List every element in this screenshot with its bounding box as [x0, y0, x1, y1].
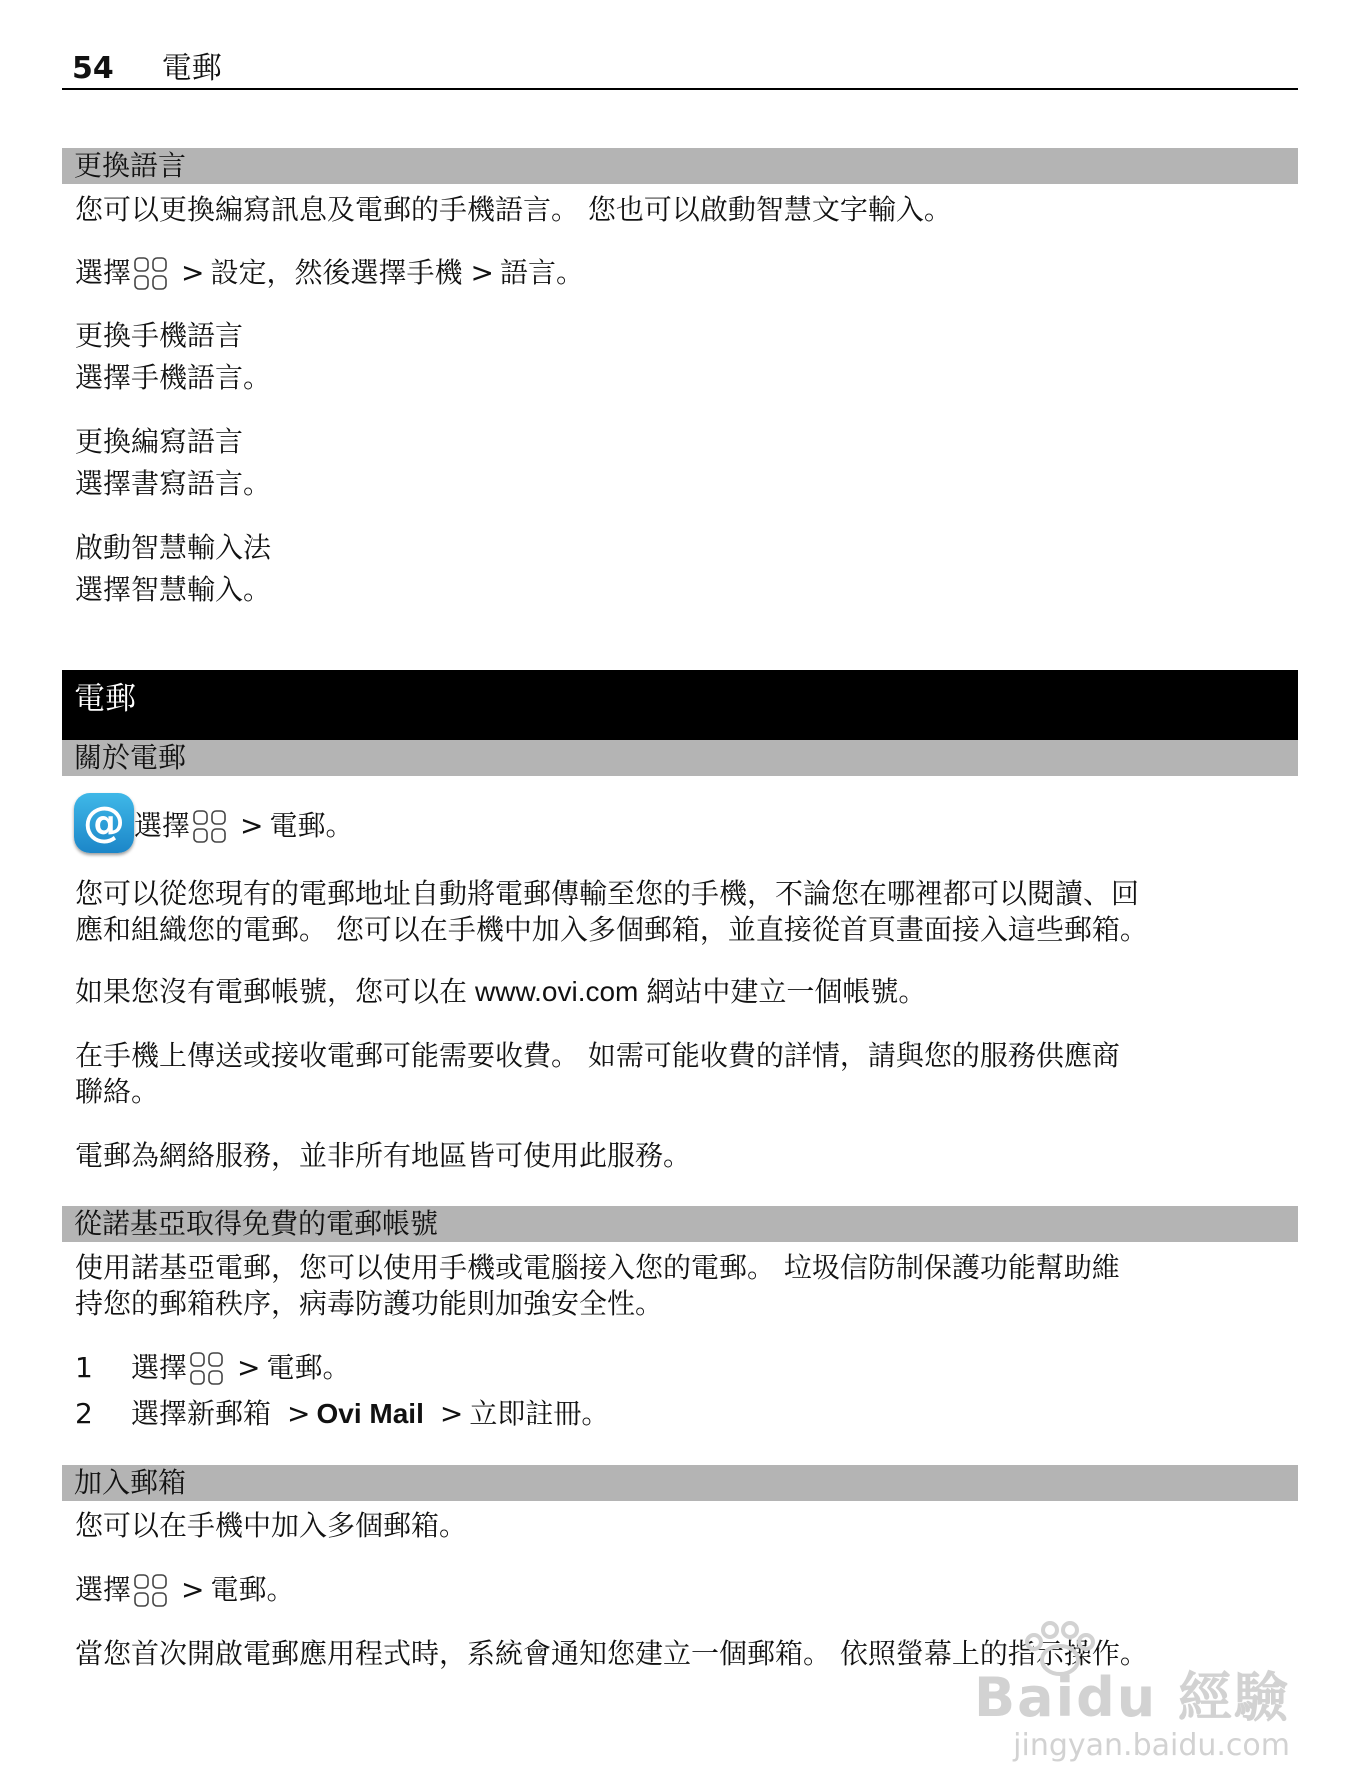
arrow-separator: > — [439, 1397, 464, 1430]
item-desc: 選擇手機語言。 — [75, 361, 272, 394]
step-number: 2 — [75, 1397, 93, 1430]
section-heading-add: 加入郵箱 — [62, 1465, 1298, 1501]
arrow-separator: > — [181, 256, 205, 289]
page-number: 54 — [72, 51, 114, 86]
about-para4: 電郵為網絡服務，並非所有地區皆可使用此服務。 — [75, 1139, 692, 1172]
chapter-title: 電郵 — [62, 670, 1298, 748]
section-heading-nokia: 從諾基亞取得免費的電郵帳號 — [62, 1206, 1298, 1242]
path-select-label: 選擇 — [75, 1573, 132, 1606]
page-header — [62, 50, 1298, 90]
nokia-para-line1: 使用諾基亞電郵，您可以使用手機或電腦接入您的電郵。 垃圾信防制保護功能幫助維 — [75, 1251, 1120, 1284]
menu-grid-icon — [192, 809, 228, 845]
menu-grid-icon — [133, 256, 169, 292]
step-rest: 電郵。 — [266, 1351, 351, 1384]
add-path — [75, 1572, 1300, 1609]
step-item — [75, 1396, 1300, 1432]
about-para3-line1: 在手機上傳送或接收電郵可能需要收費。 如需可能收費的詳情，請與您的服務供應商 — [75, 1039, 1120, 1072]
paw-icon — [990, 1620, 1130, 1680]
baidu-watermark — [930, 1620, 1290, 1763]
path-language: 語言。 — [499, 256, 584, 289]
item-desc: 選擇智慧輸入。 — [75, 573, 272, 606]
path-email: 電郵。 — [210, 1573, 295, 1606]
item-title: 啟動智慧輸入法 — [75, 531, 272, 564]
watermark-site: jingyan.baidu.com — [1013, 1728, 1290, 1763]
add-para: 當您首次開啟電郵應用程式時，系統會通知您建立一個郵箱。 依照螢幕上的指示操作。 — [75, 1637, 1148, 1670]
section-heading-about: 關於電郵 — [62, 740, 1298, 776]
arrow-separator: > — [237, 1351, 261, 1384]
nokia-para-line2: 持您的郵箱秩序，病毒防護功能則加強安全性。 — [75, 1287, 664, 1320]
about-para1-line2: 應和組織您的電郵。 您可以在手機中加入多個郵箱，並直接從首頁畫面接入這些郵箱。 — [75, 913, 1148, 946]
email-app-icon: @ — [74, 793, 134, 853]
step-text: 選擇新郵箱 — [131, 1397, 272, 1430]
language-path — [75, 255, 1300, 292]
item-title: 更換編寫語言 — [75, 425, 244, 458]
para2-pre: 如果您沒有電郵帳號，您可以在 — [75, 975, 468, 1008]
arrow-separator: > — [470, 256, 494, 289]
arrow-separator: > — [287, 1397, 311, 1430]
header-title: 電郵 — [161, 51, 222, 86]
language-intro: 您可以更換編寫訊息及電郵的手機語言。 您也可以啟動智慧文字輸入。 — [75, 193, 952, 226]
path-select-label: 選擇 — [134, 809, 191, 842]
menu-grid-icon — [133, 1573, 169, 1609]
path-settings: 設定，然後選擇手機 — [210, 256, 463, 289]
watermark-logo: Baidu 經驗 — [973, 1666, 1290, 1729]
about-para1-line1: 您可以從您現有的電郵地址自動將電郵傳輸至您的手機，不論您在哪裡都可以閱讀、回 — [75, 877, 1140, 910]
arrow-separator: > — [181, 1573, 205, 1606]
arrow-separator: > — [240, 809, 264, 842]
item-title: 更換手機語言 — [75, 319, 244, 352]
section-heading-language: 更換語言 — [62, 148, 1298, 184]
step-rest: 立即註冊。 — [469, 1397, 610, 1430]
para2-post: 網站中建立一個帳號。 — [646, 975, 927, 1008]
add-intro: 您可以在手機中加入多個郵箱。 — [75, 1509, 468, 1542]
about-para3-line2: 聯絡。 — [75, 1075, 160, 1108]
about-path — [134, 808, 1359, 845]
about-para2 — [75, 974, 1300, 1010]
path-select-label: 選擇 — [75, 256, 132, 289]
path-email: 電郵。 — [269, 809, 354, 842]
ovi-url-link[interactable]: www.ovi.com — [475, 976, 639, 1007]
step-select: 選擇 — [131, 1351, 188, 1384]
ovi-mail-label: Ovi Mail — [316, 1398, 424, 1429]
step-number: 1 — [75, 1351, 93, 1384]
menu-grid-icon — [189, 1351, 225, 1387]
step-item — [75, 1350, 1300, 1387]
item-desc: 選擇書寫語言。 — [75, 467, 272, 500]
